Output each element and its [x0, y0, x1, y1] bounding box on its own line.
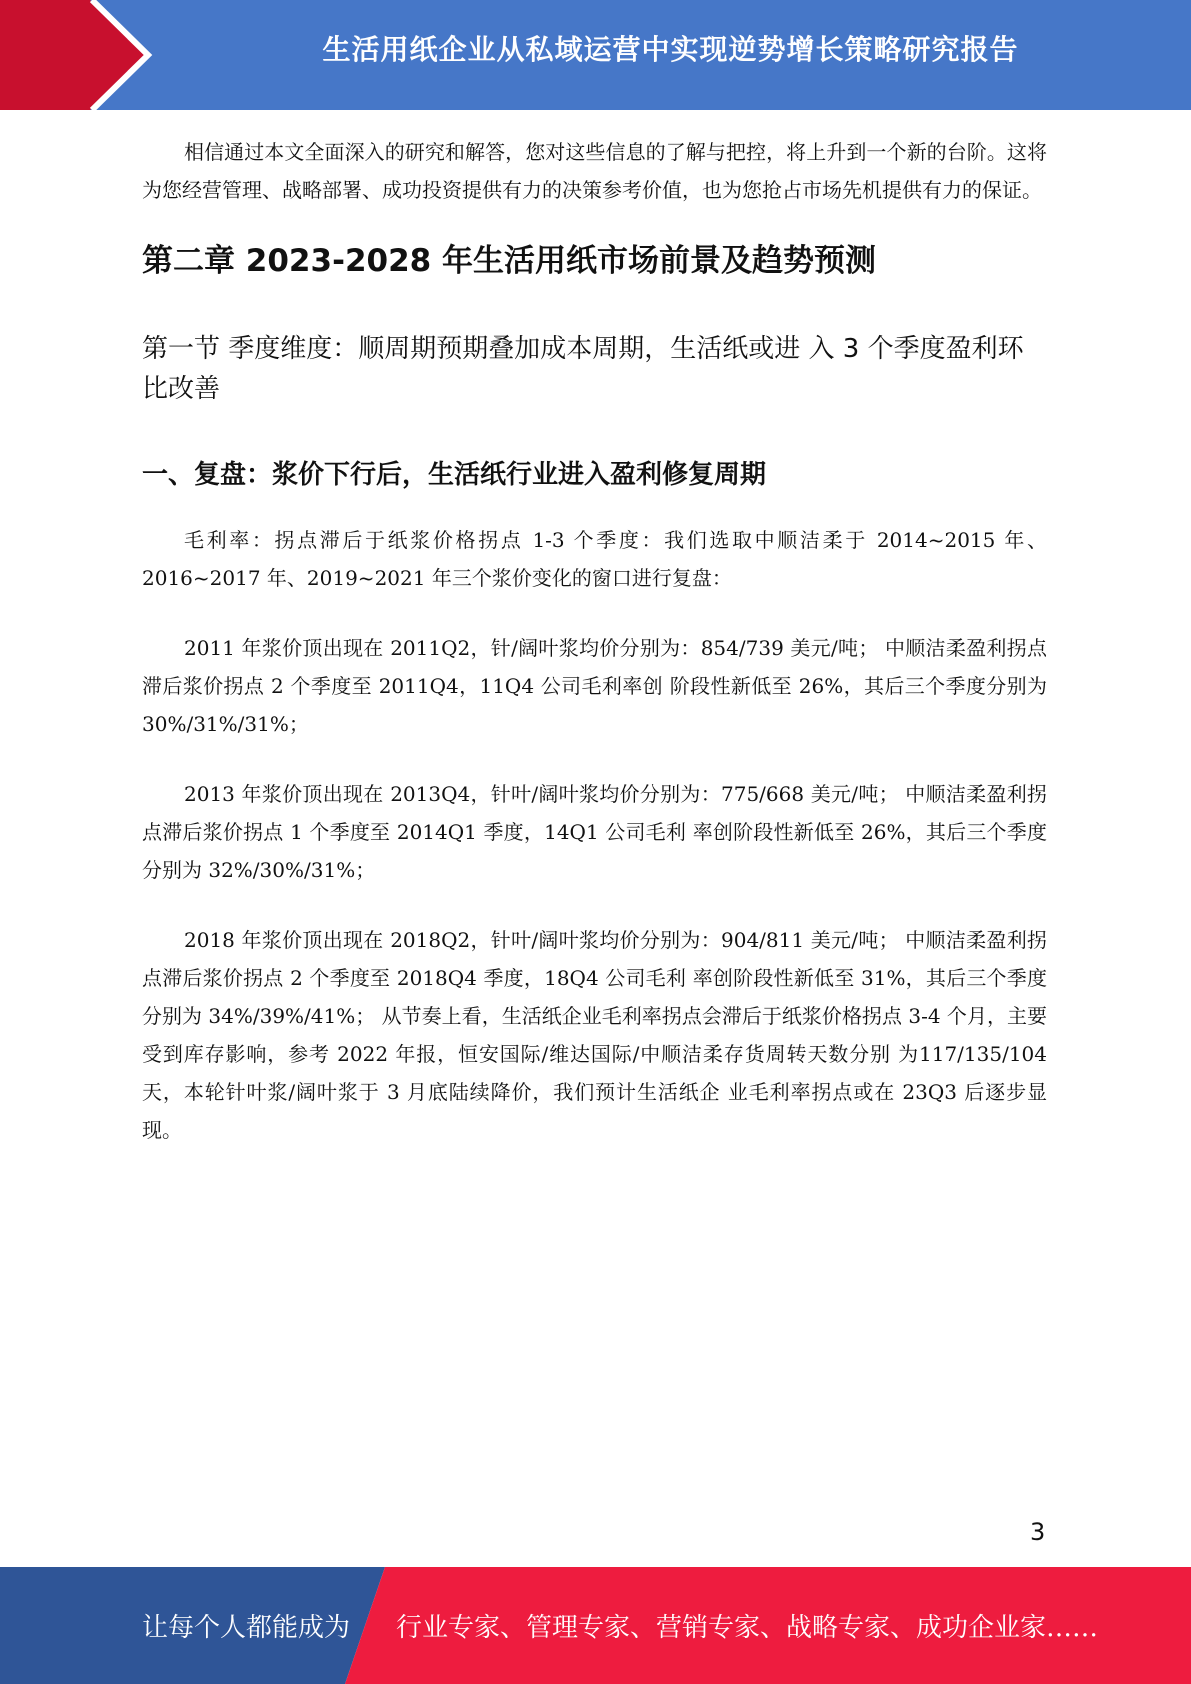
body-paragraph: 2013 年浆价顶出现在 2013Q4，针叶/阔叶浆均价分别为：775/668 美元/吨； 中顺洁柔盈利拐点滞后浆价拐点 1 个季度至 2014Q1 季度，14Q1 公司毛利 率创阶段性新低至 26%，其后三个季度分别为 32%/30%/31%； — [142, 782, 1047, 882]
header-red-arrow — [0, 0, 150, 110]
section-title: 第一节 季度维度：顺周期预期叠加成本周期，生活纸或进 入 3 个季度盈利环比改善 — [142, 334, 1024, 404]
page-content — [142, 133, 1047, 1149]
page-footer — [0, 1567, 1191, 1684]
chapter-title: 第二章 2023-2028 年生活用纸市场前景及趋势预测 — [142, 243, 877, 279]
body-paragraph: 2018 年浆价顶出现在 2018Q2，针叶/阔叶浆均价分别为：904/811 美元/吨； 中顺洁柔盈利拐点滞后浆价拐点 2 个季度至 2018Q4 季度，18Q4 公司毛利 率创阶段性新低至 31%，其后三个季度分别为 34%/39%/41%； 从节奏上看，生活纸企业毛利率拐点会滞后于纸浆价格拐点 3-4 个月，主要 受到库存影响，参考 2022 年报，恒安国际/维达国际/中顺洁柔存货周转天数分别 为117/135/104 天，本轮针叶浆/阔叶浆于 3 月底陆续降价，我们预计生活纸企 业毛利率拐点或在 23Q3 后逐步显现。 — [142, 928, 1047, 1142]
intro-paragraph: 相信通过本文全面深入的研究和解答，您对这些信息的了解与把控，将上升到一个新的台阶。这将为您经营管理、战略部署、成功投资提供有力的决策参考价值，也为您抢占市场先机提供有力的保证。 — [142, 140, 1047, 202]
subsection-title: 一、复盘：浆价下行后，生活纸行业进入盈利修复周期 — [142, 460, 767, 490]
body-paragraph: 毛利率：拐点滞后于纸浆价格拐点 1-3 个季度：我们选取中顺洁柔于 2014~2015 年、2016~2017 年、2019~2021 年三个浆价变化的窗口进行复盘： — [142, 528, 1047, 590]
page-header — [0, 0, 1191, 110]
footer-slogan-right: 行业专家、管理专家、营销专家、战略专家、成功企业家…… — [396, 1613, 1099, 1643]
report-title: 生活用纸企业从私域运营中实现逆势增长策略研究报告 — [322, 33, 1019, 66]
body-paragraph: 2011 年浆价顶出现在 2011Q2，针/阔叶浆均价分别为：854/739 美元/吨； 中顺洁柔盈利拐点滞后浆价拐点 2 个季度至 2011Q4，11Q4 公司毛利率创 阶段性新低至 26%，其后三个季度分别为 30%/31%/31%； — [142, 636, 1047, 736]
page-number: 3 — [1030, 1518, 1046, 1546]
footer-slogan-left: 让每个人都能成为 — [142, 1613, 351, 1643]
